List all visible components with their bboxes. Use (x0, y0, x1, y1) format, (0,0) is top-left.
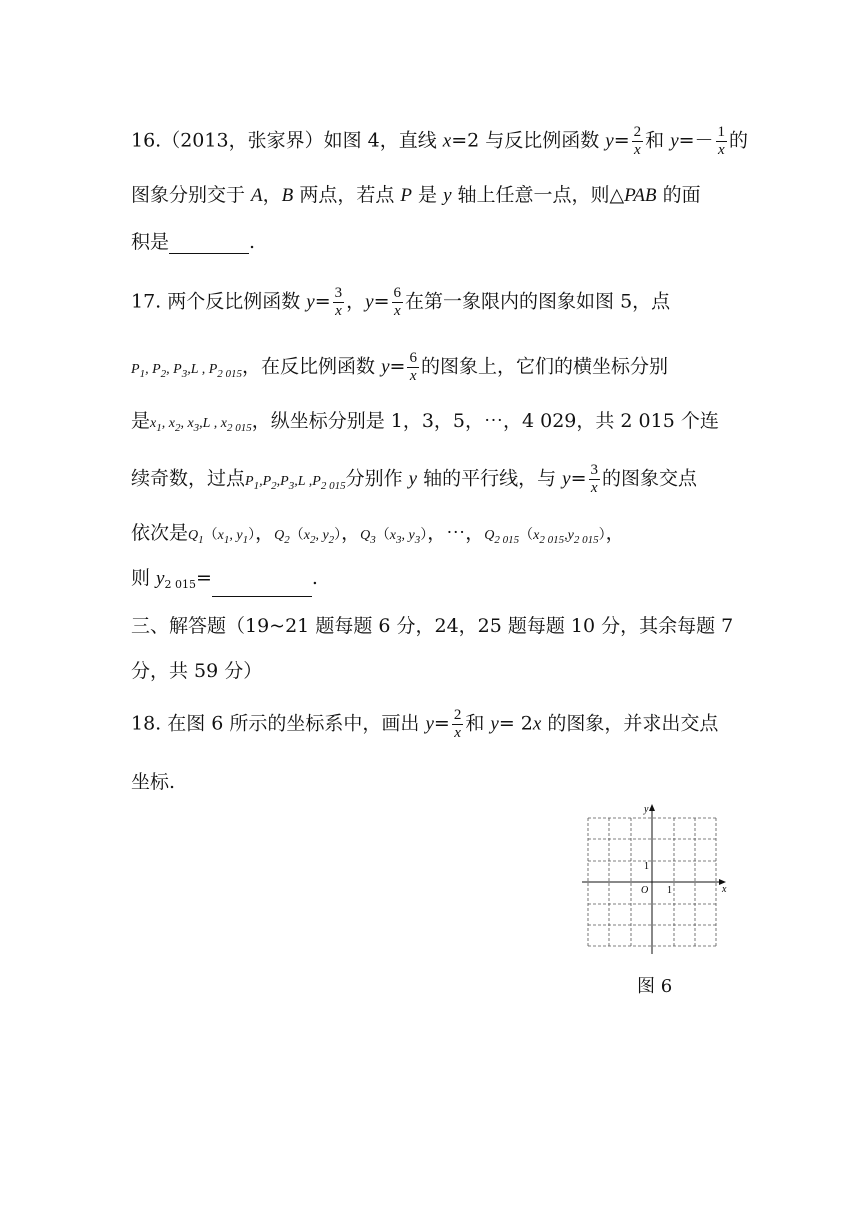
figure-caption: 图 6 (637, 976, 673, 997)
x-coords-list: $x_1$, $x_2$, $x_3,L$ , $x_{2 015}$ (150, 416, 252, 434)
y-tick-label-1: 1 (644, 861, 649, 872)
y-axis-arrow-icon (649, 804, 655, 811)
fraction-3-over-x-2: $\frac{3}{x}$ (590, 462, 598, 496)
fraction-2-over-x: $\frac{2}{x}$ (633, 124, 642, 158)
q16-line-1: 16.（2013，张家界）如图 4，直线 x=2 与反比例函数 y= $\frac{2}{x}$ 和 y=－ $\frac{1}{x}$ 的 (131, 124, 749, 158)
section-3-heading-line-1: 三、解答题（19~21 题每题 6 分，24，25 题每题 10 分，其余每题 7 (131, 615, 734, 637)
q17-line-6: 则 $y_{2 015}=$ . (131, 566, 318, 597)
points-list-p-2: $P_1,P_2,P_3,L$ $,P_{2 015}$ (245, 473, 346, 492)
section-3-heading-line-2: 分，共 59 分） (131, 660, 263, 682)
q18-line-1: 18. 在图 6 所示的坐标系中，画出 y= $\frac{2}{x}$ 和 y= 2x 的图象，并求出交点 (131, 707, 719, 741)
q17-line-5: 依次是$Q_1(x_1$, $y_1$），$Q_2(x_2$, $y_2$），$Q_3(x_3$, $y_3$），⋯，$Q_{2 015}(x_{2 015},y_{2 015})$， (131, 522, 625, 546)
y-axis-label: y (644, 804, 649, 815)
fraction-6-over-x: $\frac{6}{x}$ (393, 285, 402, 319)
q17-line-2: $P_1$, $P_2$, $P_3,L$ , $P_{2 015}$，在反比例函数 y= $\frac{6}{x}$ 的图象上，它们的横坐标分别 (131, 350, 668, 384)
q17-line-1: 17. 两个反比例函数 y= $\frac{3}{x}$ ，y= $\frac{6}{x}$ 在第一象限内的图象如图 5，点 (131, 285, 671, 319)
q18-line-2: 坐标. (131, 771, 176, 793)
fraction-2-over-x-2: $\frac{2}{x}$ (453, 707, 462, 741)
q-points: $Q_1$ (188, 528, 204, 546)
origin-label: O (641, 885, 649, 896)
q16-line-3: 积是 . (131, 231, 256, 253)
fraction-6-over-x-2: $\frac{6}{x}$ (409, 350, 417, 384)
q17-line-3: 是$x_1$, $x_2$, $x_3,L$ , $x_{2 015}$，纵坐标分别是 1，3，5，⋯，4 029，共 2 015 个连 (131, 410, 719, 434)
q16-line-2: 图象分别交于 A，B 两点，若点 P 是 y 轴上任意一点，则△PAB 的面 (131, 184, 701, 206)
fraction-1-over-x: $\frac{1}{x}$ (717, 124, 726, 158)
coordinate-grid-figure (580, 800, 730, 960)
x-tick-label-1: 1 (667, 885, 672, 896)
answer-blank-16[interactable] (169, 235, 249, 254)
q17-line-4: 续奇数，过点$P_1,P_2,P_3,L$ $,P_{2 015}$分别作 y 轴的平行线，与 y= $\frac{3}{x}$ 的图象交点 (131, 462, 698, 496)
fraction-3-over-x: $\frac{3}{x}$ (334, 285, 343, 319)
x-axis-label: x (722, 884, 727, 895)
points-list-p: $P_1$, $P_2$, $P_3,L$ , $P_{2 015}$ (131, 361, 243, 380)
answer-blank-17[interactable] (212, 578, 312, 597)
